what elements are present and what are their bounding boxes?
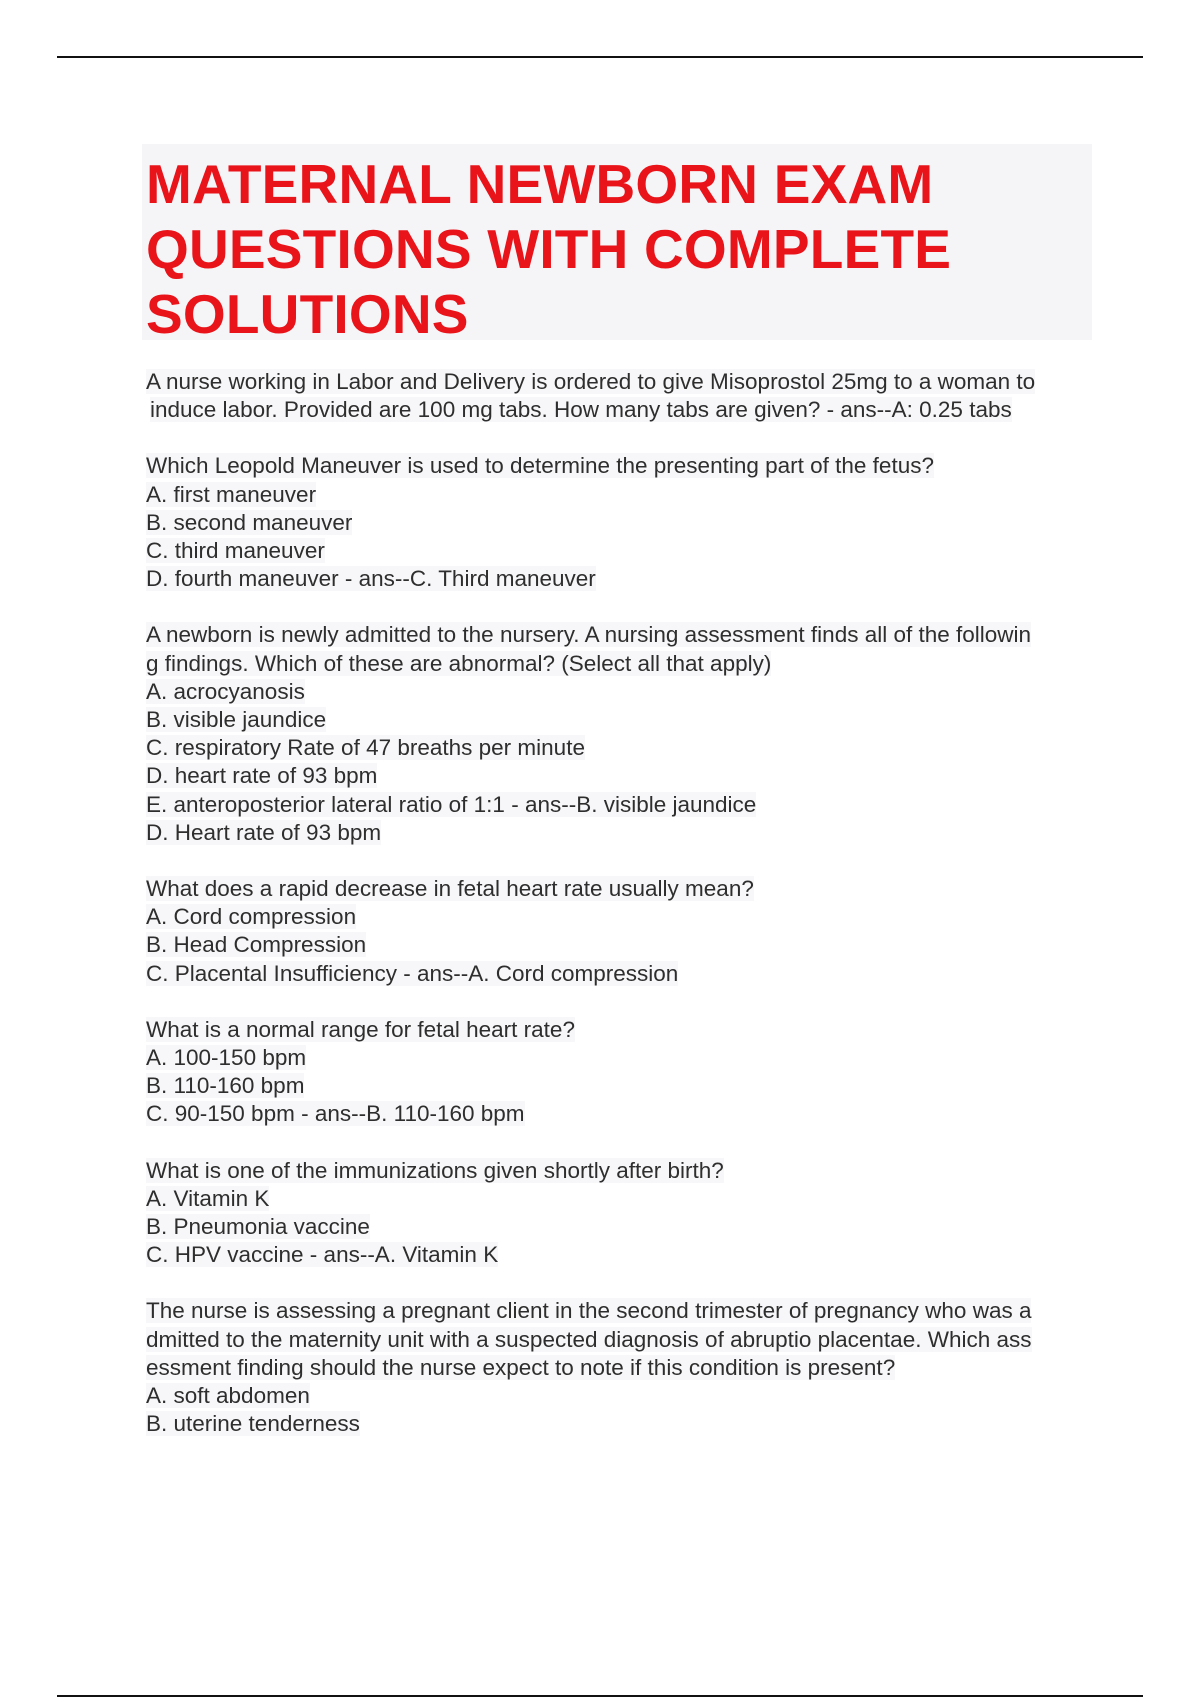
question-text: induce labor. Provided are 100 mg tabs. How many tabs are given? - ans--A: 0.25 tabs	[150, 397, 1012, 423]
answer-option: C. Placental Insufficiency - ans--A. Cord compression	[146, 960, 679, 986]
question-block	[146, 1016, 1096, 1129]
questions-list	[146, 368, 1096, 1467]
question-text: dmitted to the maternity unit with a suspected diagnosis of abruptio placentae. Which ass	[146, 1326, 1032, 1352]
answer-option: A. 100-150 bpm	[146, 1045, 307, 1071]
answer-option: C. HPV vaccine - ans--A. Vitamin K	[146, 1242, 499, 1268]
answer-option: A. Vitamin K	[146, 1185, 270, 1211]
answer-option: A. Cord compression	[146, 904, 357, 930]
title-block	[142, 144, 1092, 345]
question-block	[146, 875, 1096, 988]
answer-option: C. third maneuver	[146, 538, 325, 564]
answer-option: D. fourth maneuver - ans--C. Third maneuver	[146, 566, 596, 592]
answer-option: B. uterine tenderness	[146, 1411, 360, 1437]
title-line: QUESTIONS WITH COMPLETE	[146, 218, 952, 280]
answer-option: B. visible jaundice	[146, 707, 327, 733]
question-text: What is a normal range for fetal heart rate?	[146, 1016, 575, 1042]
page-bottom-rule	[57, 1695, 1143, 1697]
title-line: MATERNAL NEWBORN EXAM	[146, 153, 934, 215]
question-block	[146, 1297, 1096, 1438]
answer-option: A. acrocyanosis	[146, 678, 305, 704]
answer-option: C. respiratory Rate of 47 breaths per minute	[146, 735, 585, 761]
answer-option: D. heart rate of 93 bpm	[146, 763, 378, 789]
answer-option: A. first maneuver	[146, 481, 317, 507]
title-line: SOLUTIONS	[146, 283, 469, 345]
answer-option: C. 90-150 bpm - ans--B. 110-160 bpm	[146, 1101, 525, 1127]
question-text: Which Leopold Maneuver is used to determine the presenting part of the fetus?	[146, 453, 934, 479]
question-text: What does a rapid decrease in fetal heart rate usually mean?	[146, 876, 754, 902]
question-block	[146, 1157, 1096, 1270]
answer-option: B. second maneuver	[146, 509, 353, 535]
document-title	[142, 144, 1092, 347]
answer-option: B. Head Compression	[146, 932, 367, 958]
question-text: A newborn is newly admitted to the nursery. A nursing assessment finds all of the followin	[146, 622, 1032, 648]
answer-option: B. Pneumonia vaccine	[146, 1214, 370, 1240]
answer-option: D. Heart rate of 93 bpm	[146, 819, 382, 845]
question-text: The nurse is assessing a pregnant client in the second trimester of pregnancy who was a	[146, 1298, 1032, 1324]
question-block	[146, 621, 1096, 847]
page-top-rule	[57, 56, 1143, 58]
question-block	[146, 368, 1096, 424]
question-text: g findings. Which of these are abnormal? (Select all that apply)	[146, 650, 772, 676]
question-text: A nurse working in Labor and Delivery is ordered to give Misoprostol 25mg to a woman to	[146, 369, 1036, 394]
question-block	[146, 452, 1096, 593]
answer-option: B. 110-160 bpm	[146, 1073, 305, 1099]
question-text: essment finding should the nurse expect to note if this condition is present?	[146, 1354, 896, 1380]
answer-option: E. anteroposterior lateral ratio of 1:1 - ans--B. visible jaundice	[146, 791, 757, 817]
question-text: What is one of the immunizations given shortly after birth?	[146, 1157, 724, 1183]
answer-option: A. soft abdomen	[146, 1383, 310, 1409]
